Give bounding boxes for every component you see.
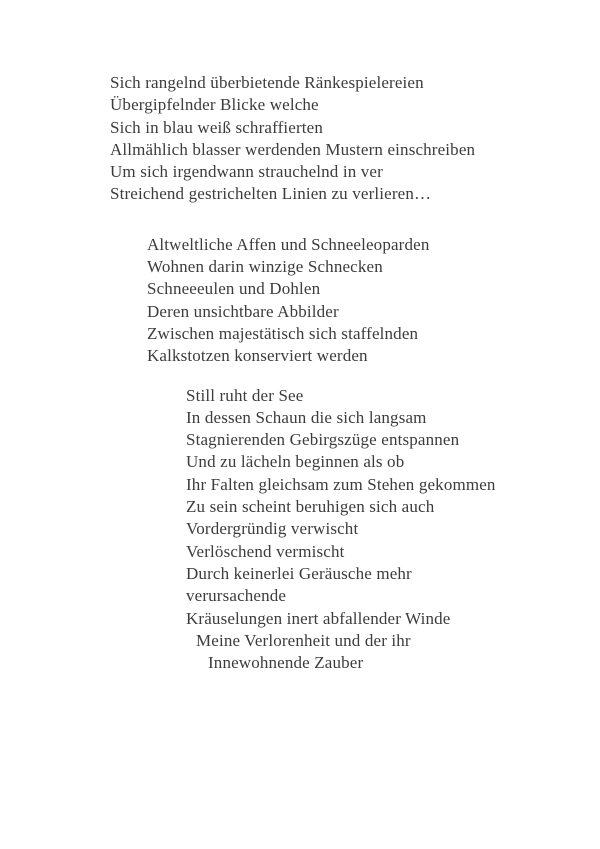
poem-line: Um sich irgendwann strauchelnd in ver [110,162,383,182]
poem-line: Wohnen darin winzige Schnecken [147,257,383,277]
poem-line: Verlöschend vermischt [186,541,345,561]
poem-line: Kalkstotzen konserviert werden [147,346,368,366]
poem-stanza [110,72,600,206]
poem-stanza [186,385,600,675]
poem-stanza [147,234,600,368]
poem-line: Meine Verlorenheit und der ihr [196,630,411,650]
poem-line: Stagnierenden Gebirgszüge entspannen [186,430,460,450]
poem-line: Sich in blau weiß schraffierten [110,117,323,137]
poem-line: Innewohnende Zauber [208,653,364,673]
poem-line: Kräuselungen inert abfallender Winde [186,608,451,628]
poem-line: Schneeeulen und Dohlen [147,279,321,299]
poem-line: In dessen Schaun die sich langsam [186,407,427,427]
poem-line: Allmählich blasser werdenden Mustern einschreiben [110,139,476,159]
poem-line: Zu sein scheint beruhigen sich auch [186,497,435,517]
poem-line: Übergipfelnder Blicke welche [110,95,319,115]
poem-line: Durch keinerlei Geräusche mehr [186,563,412,583]
poem-line: Still ruht der See [186,385,304,405]
poem-line: Und zu lächeln beginnen als ob [186,452,405,472]
poem-line: Altweltliche Affen und Schneeleoparden [147,234,430,254]
poem [0,72,600,674]
poem-line: Streichend gestrichelten Linien zu verlieren… [110,184,432,204]
poem-line: Deren unsichtbare Abbilder [147,301,339,321]
poem-line: Vordergründig verwischt [186,519,359,539]
poem-line: Sich rangelnd überbietende Ränkespielereien [110,73,424,92]
poem-line: verursachende [186,586,287,606]
poem-line: Ihr Falten gleichsam zum Stehen gekommen [186,474,496,494]
poem-line: Zwischen majestätisch sich staffelnden [147,323,419,343]
